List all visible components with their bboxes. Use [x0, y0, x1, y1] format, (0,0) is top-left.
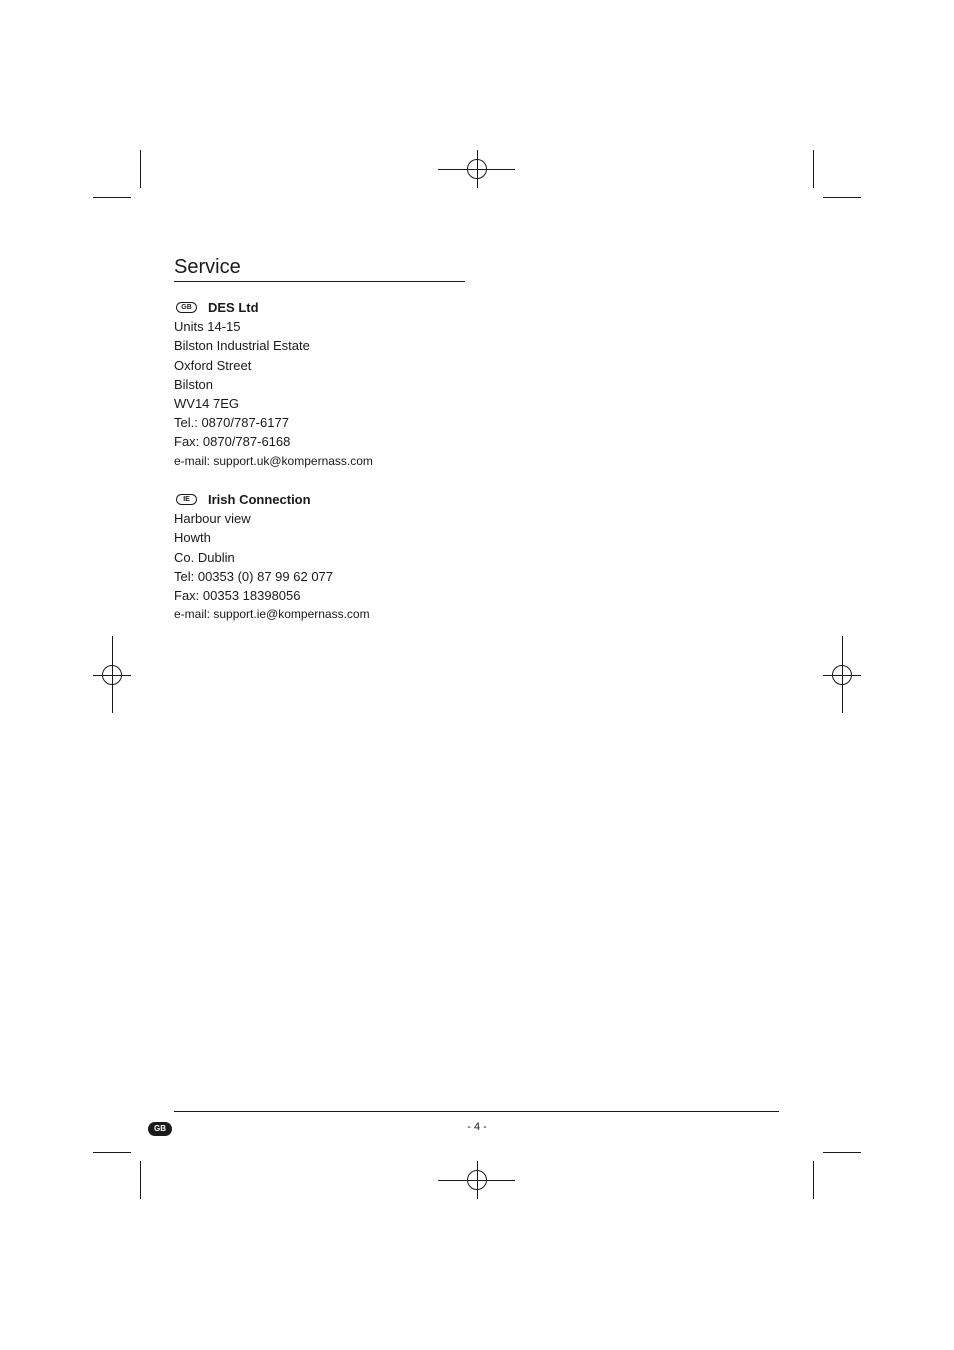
page-number: - 4 -: [467, 1121, 487, 1133]
contact-block-ie: [174, 490, 370, 624]
address-line: Howth: [174, 530, 211, 546]
footer-country-badge-icon: GB: [148, 1122, 172, 1136]
page-title: Service: [174, 256, 241, 278]
address-line: Units 14-15: [174, 319, 241, 335]
country-badge-icon: GB: [176, 302, 197, 313]
address-line: Co. Dublin: [174, 549, 235, 565]
email: e-mail: support.ie@kompernass.com: [174, 607, 370, 622]
fax: Fax: 0870/787-6168: [174, 434, 291, 450]
telephone: Tel.: 0870/787-6177: [174, 415, 289, 431]
email: e-mail: support.uk@kompernass.com: [174, 453, 373, 468]
contact-heading: [174, 490, 370, 509]
footer-rule: [174, 1111, 779, 1112]
registration-circle-icon: [467, 159, 487, 179]
crop-mark: [813, 150, 814, 188]
crop-mark: [813, 1161, 814, 1199]
address-line: WV14 7EG: [174, 396, 240, 411]
contact-name: Irish Connection: [208, 492, 311, 507]
crop-mark: [140, 150, 141, 188]
fax: Fax: 00353 18398056: [174, 588, 301, 603]
contact-heading: [174, 298, 373, 317]
country-badge-icon: IE: [176, 494, 197, 505]
address-line: Bilston: [174, 376, 214, 392]
registration-circle-icon: [467, 1170, 487, 1190]
telephone: Tel: 00353 (0) 87 99 62 077: [174, 568, 334, 584]
contact-block-gb: [174, 298, 373, 471]
crop-mark: [140, 1161, 141, 1199]
crop-mark: [93, 1152, 131, 1153]
registration-circle-icon: [102, 665, 122, 685]
title-underline: [174, 281, 465, 282]
address-line: Oxford Street: [174, 357, 252, 373]
crop-mark: [823, 1152, 861, 1153]
crop-mark: [823, 197, 861, 198]
address-line: Bilston Industrial Estate: [174, 338, 310, 354]
address-line: Harbour view: [174, 511, 251, 527]
registration-circle-icon: [832, 665, 852, 685]
contact-name: DES Ltd: [208, 300, 259, 315]
crop-mark: [93, 197, 131, 198]
